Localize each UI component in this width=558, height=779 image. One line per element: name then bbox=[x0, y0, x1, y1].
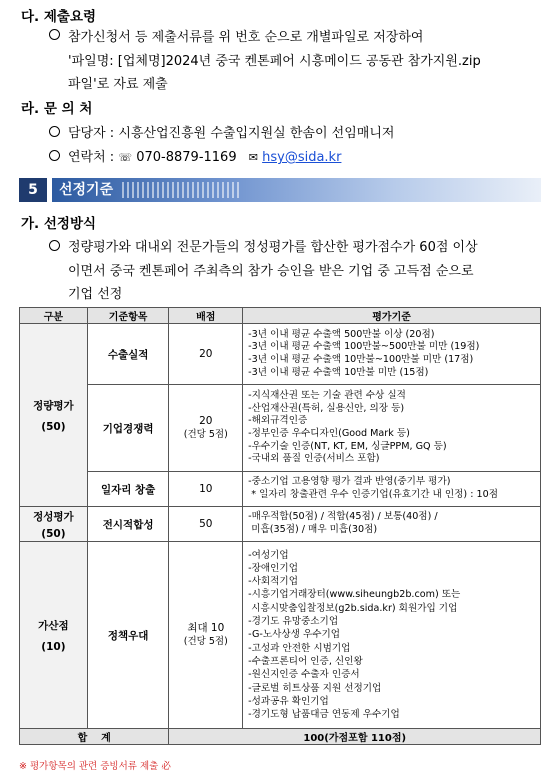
section-ga-title: 가. 선정방식 bbox=[21, 216, 97, 232]
header-item: 기준항목 bbox=[87, 308, 169, 324]
item-policy-preference: 정책우대 bbox=[87, 542, 169, 729]
score-export-performance: 20 bbox=[169, 324, 243, 385]
contact-line bbox=[68, 146, 341, 165]
section-ga-line-2: 이면서 중국 켄톤페어 주최측의 참가 승인을 받은 기업 중 고득점 순으로 bbox=[68, 264, 474, 279]
table-row bbox=[20, 324, 541, 385]
item-company-competitiveness: 기업경쟁력 bbox=[87, 385, 169, 472]
criteria-exhibition-suitability: -매우적합(50점) / 적합(45점) / 보통(40점) / 미흡(35점) / 매우 미흡(30점) bbox=[243, 507, 541, 542]
bullet-circle-icon bbox=[49, 29, 60, 40]
email-link[interactable]: hsy@sida.kr bbox=[262, 150, 342, 165]
header-criteria: 평가기준 bbox=[243, 308, 541, 324]
section-band-bar bbox=[52, 178, 541, 202]
section-da-title: 다. 제출요령 bbox=[21, 9, 97, 25]
total-label: 합 계 bbox=[20, 729, 169, 745]
header-category: 구분 bbox=[20, 308, 88, 324]
table-row bbox=[20, 385, 541, 472]
section-da-line-2: '파일명: [업체명]2024년 중국 켄톤페어 시흥메이드 공동관 참가지원.zip bbox=[68, 54, 481, 69]
section-ga-line-3: 기업 선정 bbox=[68, 287, 123, 302]
table-row bbox=[20, 472, 541, 507]
criteria-export-performance: -3년 이내 평균 수출액 500만불 이상 (20점) -3년 이내 평균 수출액 100만불~500만불 미만 (19점) -3년 이내 평균 수출액 10만불~100만불 미만 (17점) -3년 이내 평균 수출액 10만불 미만 (15점) bbox=[243, 324, 541, 385]
criteria-policy-preference: -여성기업 -장애인기업 -사회적기업 -시흥기업거래장터(www.siheungb2b.com) 또는 시흥시맞춤입찰정보(g2b.sida.kr) 회원가입 기업 -경기도 유망중소기업 -G-노사상생 우수기업 -고성과 안전한 시범기업 -수출프론티어 인증, 신인왕 -원신지인증 수출자 인증서 -글로벌 히트상품 지원 선정기업 -성과공유 확인기업 -경기도형 납품대금 연동제 우수기업 bbox=[243, 542, 541, 729]
table-row bbox=[20, 542, 541, 729]
telephone-icon: ☏ bbox=[118, 151, 133, 164]
total-value: 100(가점포함 110점) bbox=[169, 729, 541, 745]
table-header-row bbox=[20, 308, 541, 324]
score-policy-preference: 최대 10 (건당 5점) bbox=[169, 542, 243, 729]
table-row bbox=[20, 507, 541, 542]
header-score: 배점 bbox=[169, 308, 243, 324]
envelope-icon: ✉ bbox=[248, 151, 258, 164]
bullet-circle-icon bbox=[49, 126, 60, 137]
section-ga-line-1: 정량평가와 대내외 전문가들의 정성평가를 합산한 평가점수가 60점 이상 bbox=[68, 240, 478, 255]
score-job-creation: 10 bbox=[169, 472, 243, 507]
evaluation-table bbox=[19, 307, 541, 745]
contact-person: 담당자 : 시흥산업진흥원 수출입지원실 한솜이 선임매니저 bbox=[68, 126, 395, 141]
category-quantitative: 정량평가 (50) bbox=[20, 324, 88, 507]
criteria-company-competitiveness: -지식재산권 또는 기술 관련 수상 실적 -산업재산권(특허, 실용신안, 의장 등) -해외규격인증 -정부인증 우수디자인(Good Mark 등) -우수기술 인증(NT, KT, EM, 싱글PPM, GQ 등) -국내외 품질 인증(서비스 포함) bbox=[243, 385, 541, 472]
bullet-circle-icon bbox=[49, 240, 60, 251]
item-exhibition-suitability: 전시적합성 bbox=[87, 507, 169, 542]
item-job-creation: 일자리 창출 bbox=[87, 472, 169, 507]
score-exhibition-suitability: 50 bbox=[169, 507, 243, 542]
section-number: 5 bbox=[19, 178, 47, 202]
section-ra-title: 라. 문 의 처 bbox=[21, 101, 93, 117]
footnote: ※ 평가항목의 관련 증빙서류 제출 必 bbox=[19, 761, 171, 772]
phone-number: 070-8879-1169 bbox=[136, 150, 237, 165]
section-da-line-3: 파일'로 자료 제출 bbox=[68, 77, 168, 92]
score-company-competitiveness: 20 (건당 5점) bbox=[169, 385, 243, 472]
category-bonus: 가산점 (10) bbox=[20, 542, 88, 729]
contact-label: 연락처 : bbox=[68, 150, 119, 165]
category-qualitative: 정성평가 (50) bbox=[20, 507, 88, 542]
section-da-line-1: 참가신청서 등 제출서류를 위 번호 순으로 개별파일로 저장하여 bbox=[68, 30, 424, 45]
item-export-performance: 수출실적 bbox=[87, 324, 169, 385]
section-band bbox=[19, 178, 541, 202]
criteria-job-creation: -중소기업 고용영향 평가 결과 반영(중기부 평가) * 일자리 창출관련 우수 인증기업(유효기간 내 인정) : 10점 bbox=[243, 472, 541, 507]
table-total-row bbox=[20, 729, 541, 745]
section-band-title: 선정기준 bbox=[59, 182, 114, 198]
bullet-circle-icon bbox=[49, 150, 60, 161]
